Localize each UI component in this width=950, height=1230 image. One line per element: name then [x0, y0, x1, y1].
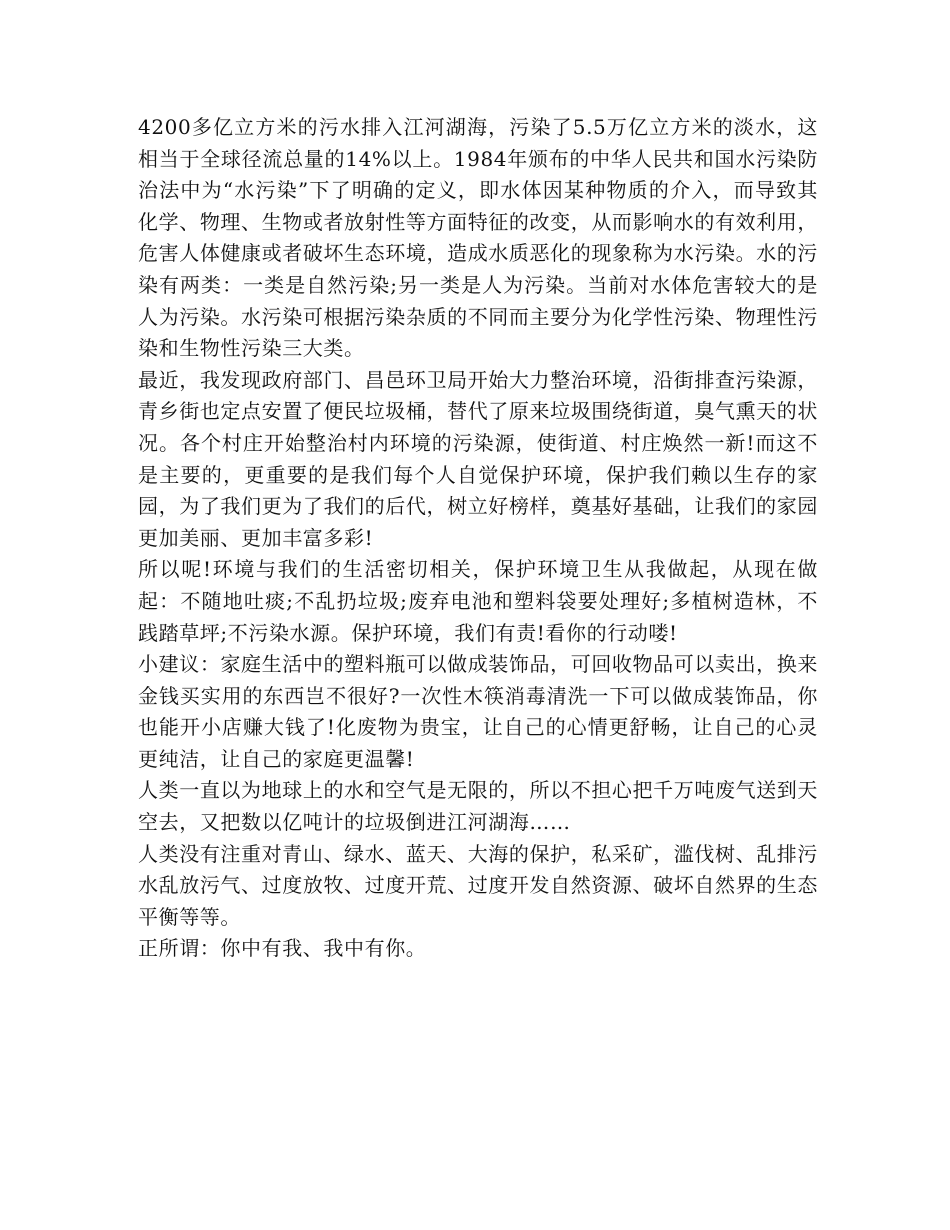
paragraph-local-cleanup: 最近，我发现政府部门、昌邑环卫局开始大力整治环境，沿街排查污染源，青乡街也定点安置了便民垃圾桶，替代了原来垃圾围绕街道，臭气熏天的状况。各个村庄开始整治村内环境的污染源，使街道、村庄焕然一新!而这不是主要的，更重要的是我们每个人自觉保护环境，保护我们赖以生存的家园，为了我们更为了我们的后代，树立好榜样，奠基好基础，让我们的家园更加美丽、更加丰富多彩! — [138, 367, 818, 550]
paragraph-neglect: 人类没有注重对青山、绿水、蓝天、大海的保护，私采矿，滥伐树、乱排污水乱放污气、过度放牧、过度开荒、过度开发自然资源、破坏自然界的生态平衡等等。 — [138, 841, 818, 929]
paragraph-closing: 正所谓：你中有我、我中有你。 — [138, 936, 427, 961]
document-body — [138, 112, 818, 965]
paragraph-start-with-me: 所以呢!环境与我们的生活密切相关，保护环境卫生从我做起，从现在做起：不随地吐痰;不乱扔垃圾;废弃电池和塑料袋要处理好;多植树造林，不践踏草坪;不污染水源。保护环境，我们有责!看你的行动喽! — [138, 557, 818, 645]
paragraph-water-pollution: 4200多亿立方米的污水排入江河湖海，污染了5.5万亿立方米的淡水，这相当于全球径流总量的14%以上。1984年颁布的中华人民共和国水污染防治法中为“水污染”下了明确的定义，即水体因某种物质的介入，而导致其化学、物理、生物或者放射性等方面特征的改变，从而影响水的有效利用，危害人体健康或者破坏生态环境，造成水质恶化的现象称为水污染。水的污染有两类：一类是自然污染;另一类是人为污染。当前对水体危害较大的是人为污染。水污染可根据污染杂质的不同而主要分为化学性污染、物理性污染和生物性污染三大类。 — [138, 115, 818, 361]
paragraph-air-and-water: 人类一直以为地球上的水和空气是无限的，所以不担心把千万吨废气送到天空去，又把数以亿吨计的垃圾倒进江河湖海…… — [138, 778, 818, 835]
paragraph-suggestion: 小建议：家庭生活中的塑料瓶可以做成装饰品，可回收物品可以卖出，换来金钱买实用的东西岂不很好?一次性木筷消毒清洗一下可以做成装饰品，你也能开小店赚大钱了!化废物为贵宝，让自己的心情更舒畅，让自己的心灵更纯洁，让自己的家庭更温馨! — [138, 652, 818, 771]
